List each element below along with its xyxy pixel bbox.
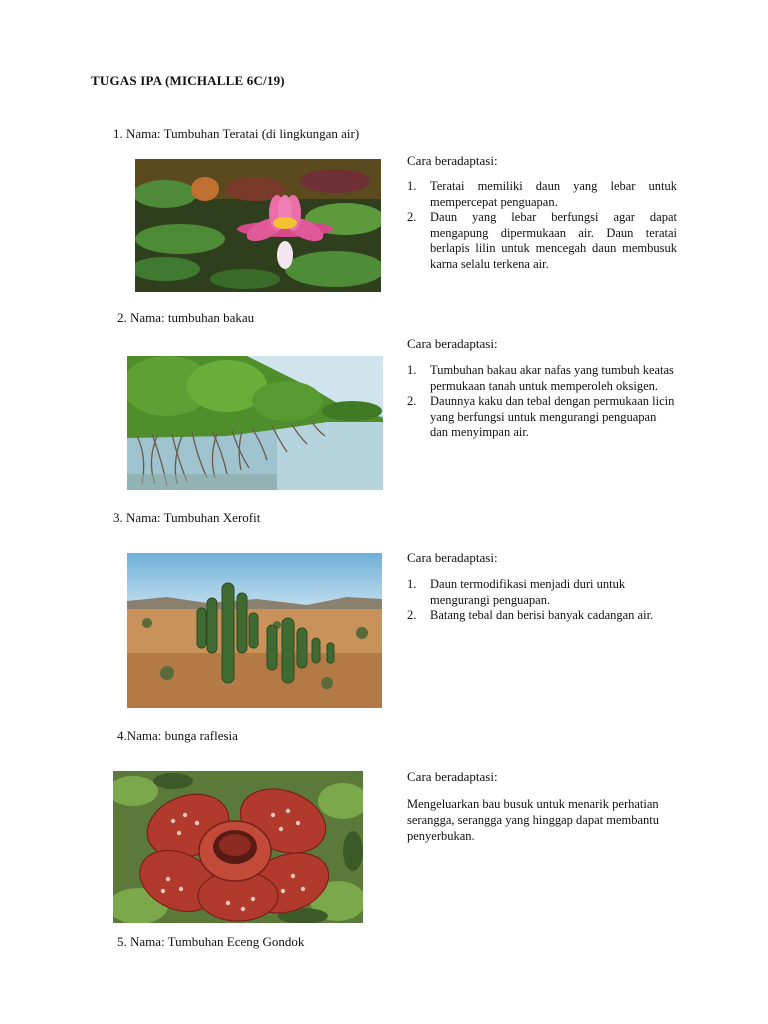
- plant-1-name: 1. Nama: Tumbuhan Teratai (di lingkungan air): [113, 126, 360, 141]
- list-item: 1. Tumbuhan bakau akar nafas yang tumbuh keatas permukaan tanah untuk memperoleh oksigen.: [407, 363, 674, 393]
- cactus-photo: [127, 553, 382, 708]
- mangrove-photo: [127, 356, 383, 490]
- water-lily-photo: [135, 159, 381, 292]
- plant-2-name: 2. Nama: tumbuhan bakau: [117, 310, 255, 325]
- list-item: 1. Teratai memiliki daun yang lebar untuk mempercepat penguapan.: [407, 179, 677, 209]
- list-item: 2. Daun yang lebar berfungsi agar dapat mengapung dipermukaan air. Daun teratai berlapis lilin untuk mencegah daun membusuk karna selalu terkena air.: [407, 210, 677, 271]
- list-item: 2. Batang tebal dan berisi banyak cadangan air.: [407, 608, 654, 622]
- page-title: TUGAS IPA (MICHALLE 6C/19): [91, 73, 285, 88]
- plant-3-cara-label: Cara beradaptasi:: [407, 550, 498, 565]
- plant-4-adaptation-text: Mengeluarkan bau busuk untuk menarik perhatian serangga, serangga yang hinggap dapat membantu penyerbukan.: [407, 797, 659, 843]
- plant-1-cara-label: Cara beradaptasi:: [407, 153, 498, 168]
- list-item: 1. Daun termodifikasi menjadi duri untuk mengurangi penguapan.: [407, 577, 626, 607]
- plant-3-name: 3. Nama: Tumbuhan Xerofit: [113, 510, 261, 525]
- plant-1-adaptation-list: [407, 179, 677, 272]
- plant-2-adaptation-list: [407, 363, 677, 441]
- plant-2-cara-label: Cara beradaptasi:: [407, 336, 498, 351]
- rafflesia-photo: [113, 771, 363, 923]
- plant-4-name: 4.Nama: bunga raflesia: [117, 728, 238, 743]
- plant-5-name: 5. Nama: Tumbuhan Eceng Gondok: [117, 934, 305, 949]
- plant-4-cara-label: Cara beradaptasi:: [407, 769, 498, 784]
- list-item: 2. Daunnya kaku dan tebal dengan permukaan licin yang berfungsi untuk mengurangi penguapan dan menyimpan air.: [407, 394, 675, 439]
- plant-3-adaptation-list: [407, 577, 677, 624]
